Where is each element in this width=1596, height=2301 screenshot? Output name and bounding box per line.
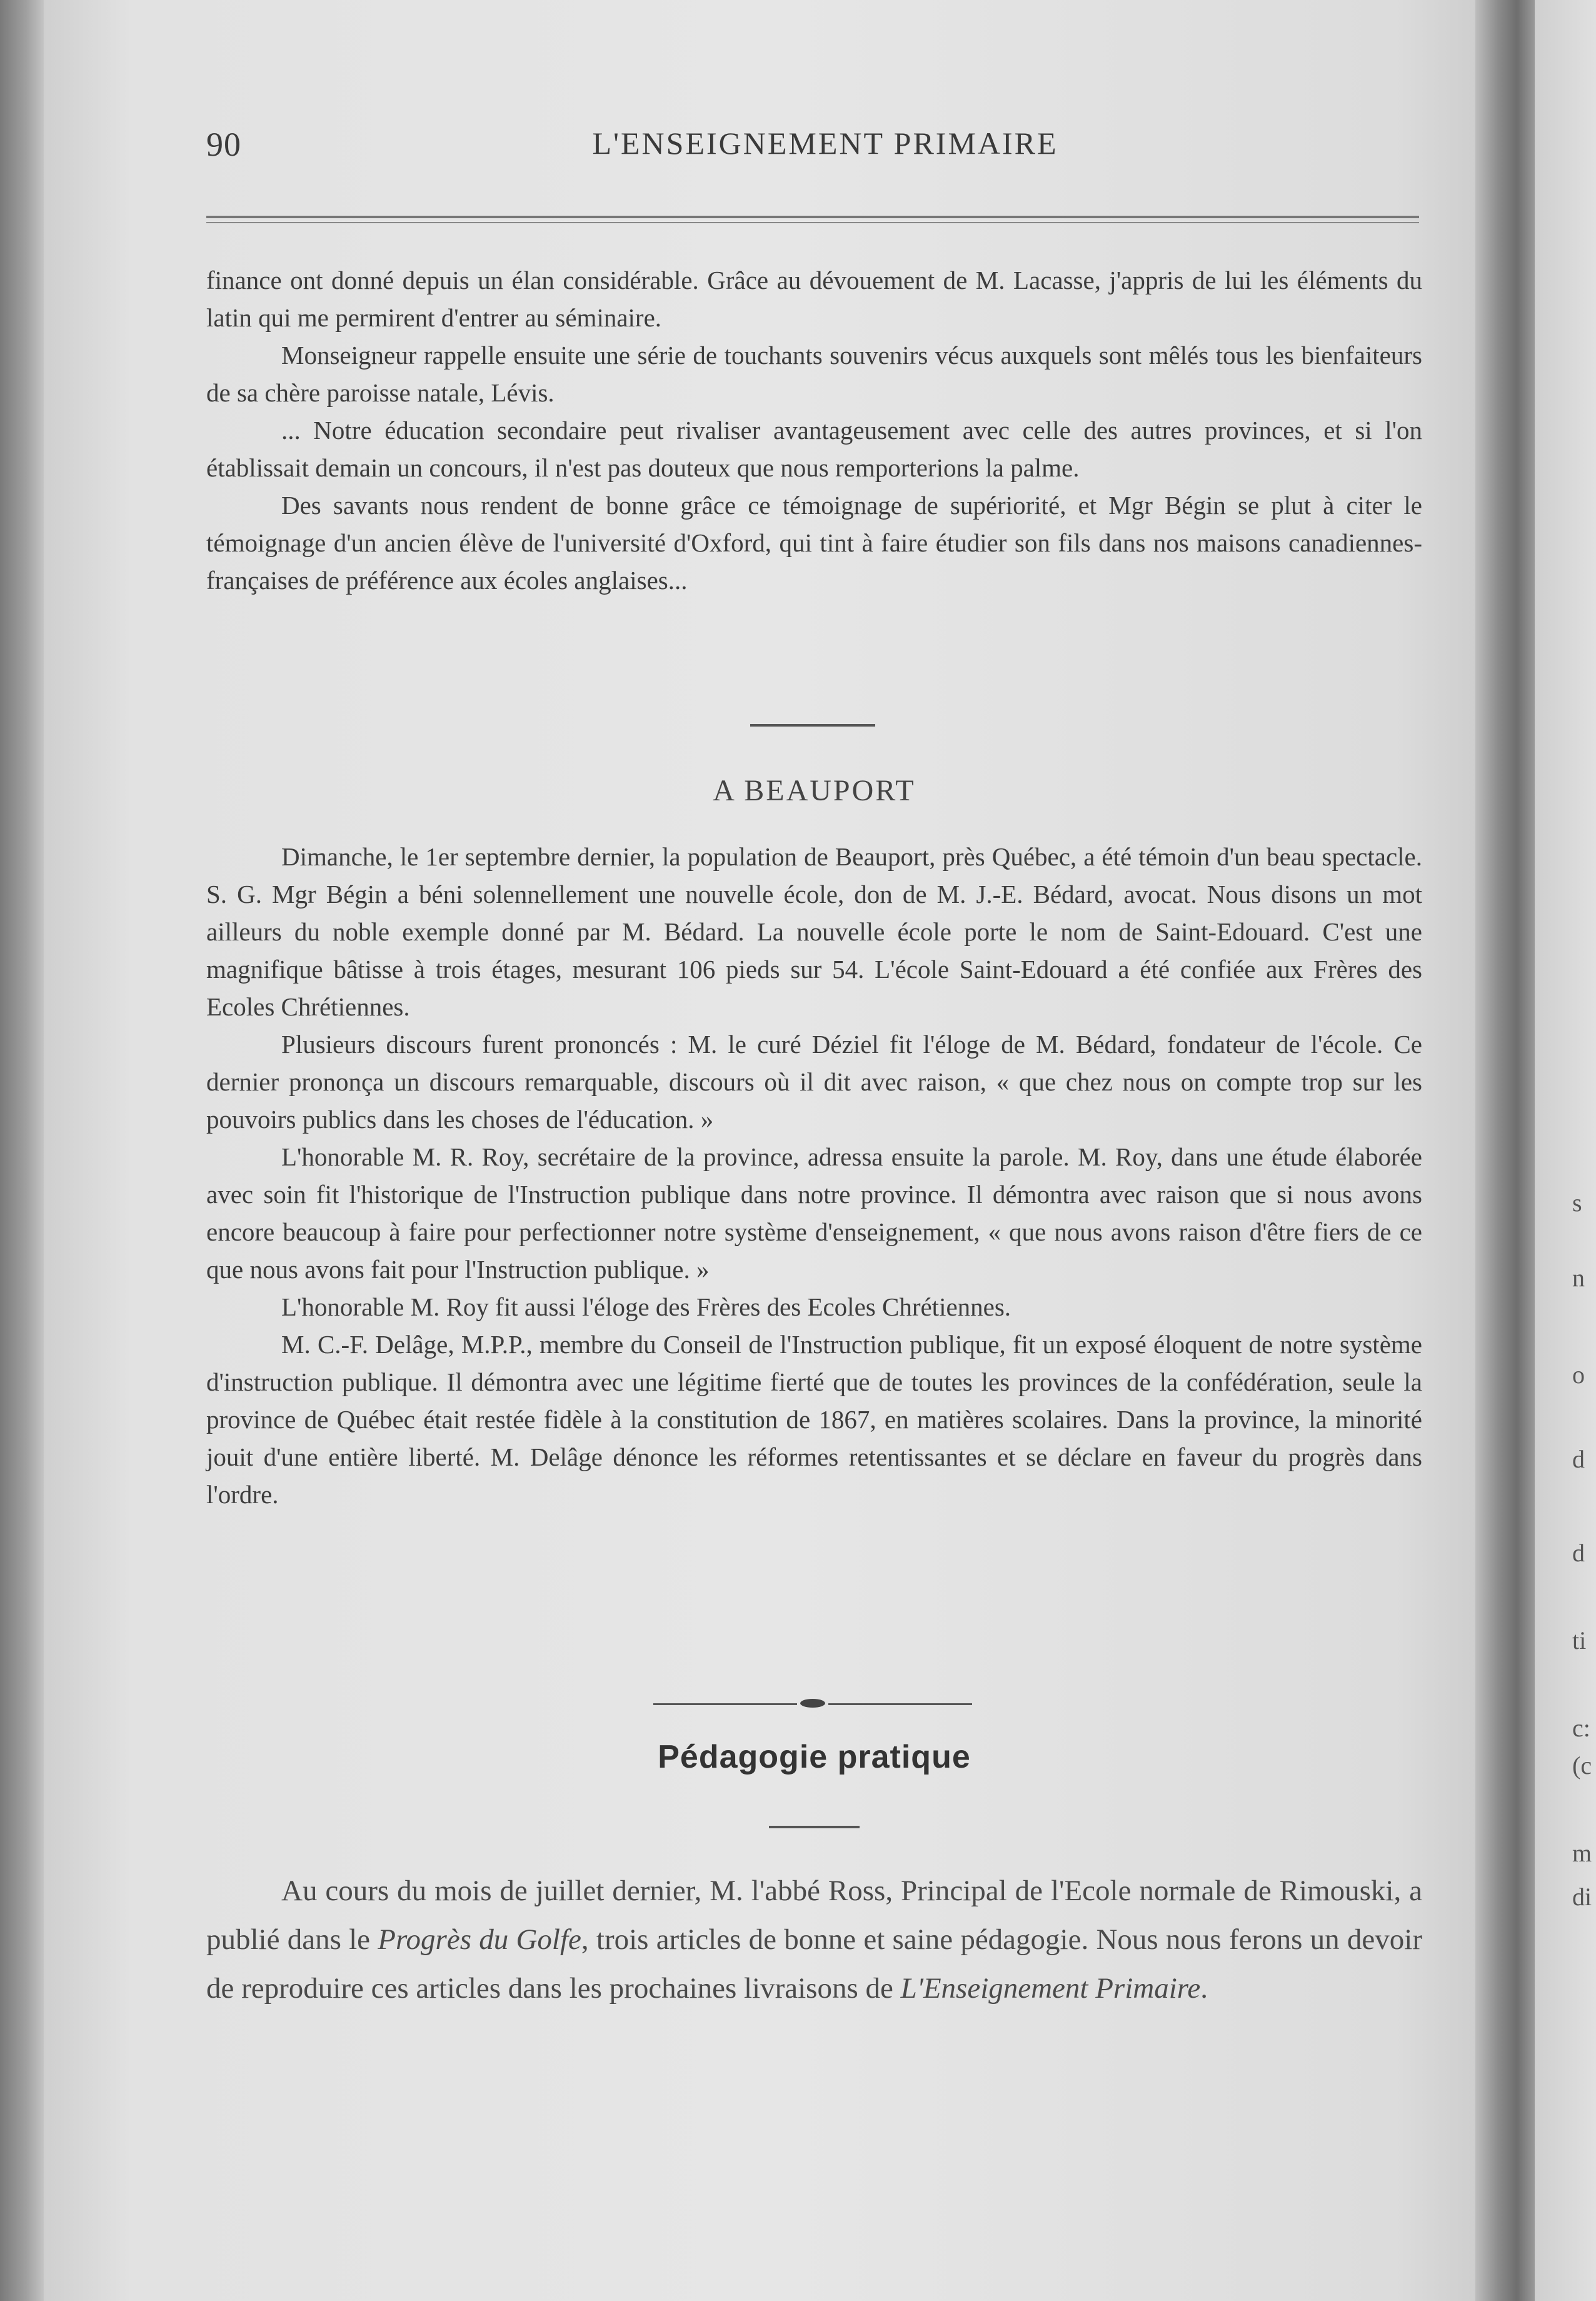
publication-title: L'Enseignement Primaire bbox=[900, 1972, 1201, 2005]
section-title-pedagogie: Pédagogie pratique bbox=[658, 1739, 971, 1775]
paragraph bbox=[206, 1866, 1422, 2013]
facing-page-fragment: s bbox=[1572, 1189, 1582, 1217]
paragraph: Des savants nous rendent de bonne grâce ce témoignage de supériorité, et Mgr Bégin se plut à citer le témoignage d'un ancien élève de l'université d'Oxford, qui tint à faire étudier son fils dans nos maisons canadiennes-françaises de préférence aux écoles anglaises... bbox=[206, 491, 1422, 595]
paragraph: ... Notre éducation secondaire peut rivaliser avantageusement avec celle des autres provinces, et si l'on établissait demain un concours, il n'est pas douteux que nous remporterions la palme. bbox=[206, 416, 1422, 482]
paragraph: Plusieurs discours furent prononcés : M. le curé Déziel fit l'éloge de M. Bédard, fondateur de l'école. Ce dernier prononça un discours remarquable, discours où il dit avec raison, « que chez nous on compte trop sur les pouvoirs publics dans les choses de l'éducation. » bbox=[206, 1030, 1422, 1134]
running-title: L'ENSEIGNEMENT PRIMAIRE bbox=[592, 126, 1058, 161]
section-title-beauport: A BEAUPORT bbox=[713, 774, 916, 807]
facing-page-fragment: o bbox=[1572, 1361, 1585, 1389]
page-header bbox=[206, 125, 1419, 175]
header-rule bbox=[206, 216, 1419, 223]
text-run: . bbox=[1200, 1972, 1208, 2005]
paragraph: Dimanche, le 1er septembre dernier, la population de Beauport, près Québec, a été témoin d'un beau spectacle. S. G. Mgr Bégin a béni solennellement une nouvelle école, don de M. J.-E. Bédard, avocat. Nous disons un mot ailleurs du noble exemple donné par M. Bédard. La nouvelle école porte le nom de Saint-Edouard. C'est une magnifique bâtisse à trois étages, mesurant 106 pieds sur 54. L'école Saint-Edouard a été confiée aux Frères des Ecoles Chrétiennes. bbox=[206, 842, 1422, 1021]
paragraph: L'honorable M. R. Roy, secrétaire de la province, adressa ensuite la parole. M. Roy, dans une étude élaborée avec soin fit l'historique de l'Instruction publique dans notre province. Il démontra avec raison que si nous avons encore beaucoup à faire pour perfectionner notre système d'enseignement, « que nous avons raison d'être fiers de ce que nous avons fait pour l'Instruction publique. » bbox=[206, 1142, 1422, 1284]
facing-page-fragment: ti bbox=[1572, 1626, 1587, 1654]
ornament-line-left bbox=[653, 1703, 797, 1705]
facing-page-fragment: m bbox=[1572, 1839, 1592, 1867]
paragraph: L'honorable M. Roy fit aussi l'éloge des Frères des Ecoles Chrétiennes. bbox=[281, 1292, 1011, 1321]
facing-page-fragment: (c bbox=[1572, 1751, 1592, 1780]
beauport-text bbox=[206, 838, 1422, 1513]
ornamental-divider bbox=[653, 1698, 972, 1710]
facing-page-fragment: n bbox=[1572, 1264, 1585, 1292]
text-run: , trois articles de bonne et saine pédagogie. Nous nous ferons un devoir de reproduire ces articles dans les prochaines livraisons de bbox=[206, 1923, 1422, 2005]
intro-text bbox=[206, 261, 1422, 599]
paragraph: finance ont donné depuis un élan considérable. Grâce au dévouement de M. Lacasse, j'appris de lui les éléments du latin qui me permirent d'entrer au séminaire. bbox=[206, 266, 1422, 332]
text-run: Au cours du mois de juillet dernier, M. l'abbé Ross, Principal de l'Ecole normale de Rimouski, a publié dans le bbox=[206, 1875, 1422, 1956]
paragraph: Monseigneur rappelle ensuite une série de touchants souvenirs vécus auxquels sont mêlés tous les bienfaiteurs de sa chère paroisse natale, Lévis. bbox=[206, 341, 1422, 407]
paragraph: M. C.-F. Delâge, M.P.P., membre du Conseil de l'Instruction publique, fit un exposé éloquent de notre système d'instruction publique. Il démontra avec une légitime fierté que de toutes les provinces de la confédération, seule la province de Québec était restée fidèle à la constitution de 1867, en matières scolaires. Dans la province, la minorité jouit d'une entière liberté. M. Delâge dénonce les réformes retentissantes et se déclare en faveur du progrès dans l'ordre. bbox=[206, 1330, 1422, 1509]
book-spine bbox=[1475, 0, 1535, 2301]
ornament-line-right bbox=[828, 1703, 972, 1705]
ornament-center bbox=[800, 1699, 825, 1708]
facing-page-fragment: d bbox=[1572, 1539, 1585, 1567]
section-divider bbox=[769, 1826, 860, 1828]
facing-page-fragment: c: bbox=[1572, 1714, 1590, 1742]
facing-page-fragment: di bbox=[1572, 1883, 1592, 1911]
facing-page-edge bbox=[1535, 0, 1596, 2301]
facing-page-fragment: d bbox=[1572, 1445, 1585, 1473]
section-divider bbox=[750, 724, 875, 727]
left-page-edge bbox=[0, 0, 44, 2301]
page-number: 90 bbox=[206, 126, 241, 163]
publication-title: Progrès du Golfe bbox=[378, 1923, 581, 1956]
pedagogie-text bbox=[206, 1866, 1422, 2013]
